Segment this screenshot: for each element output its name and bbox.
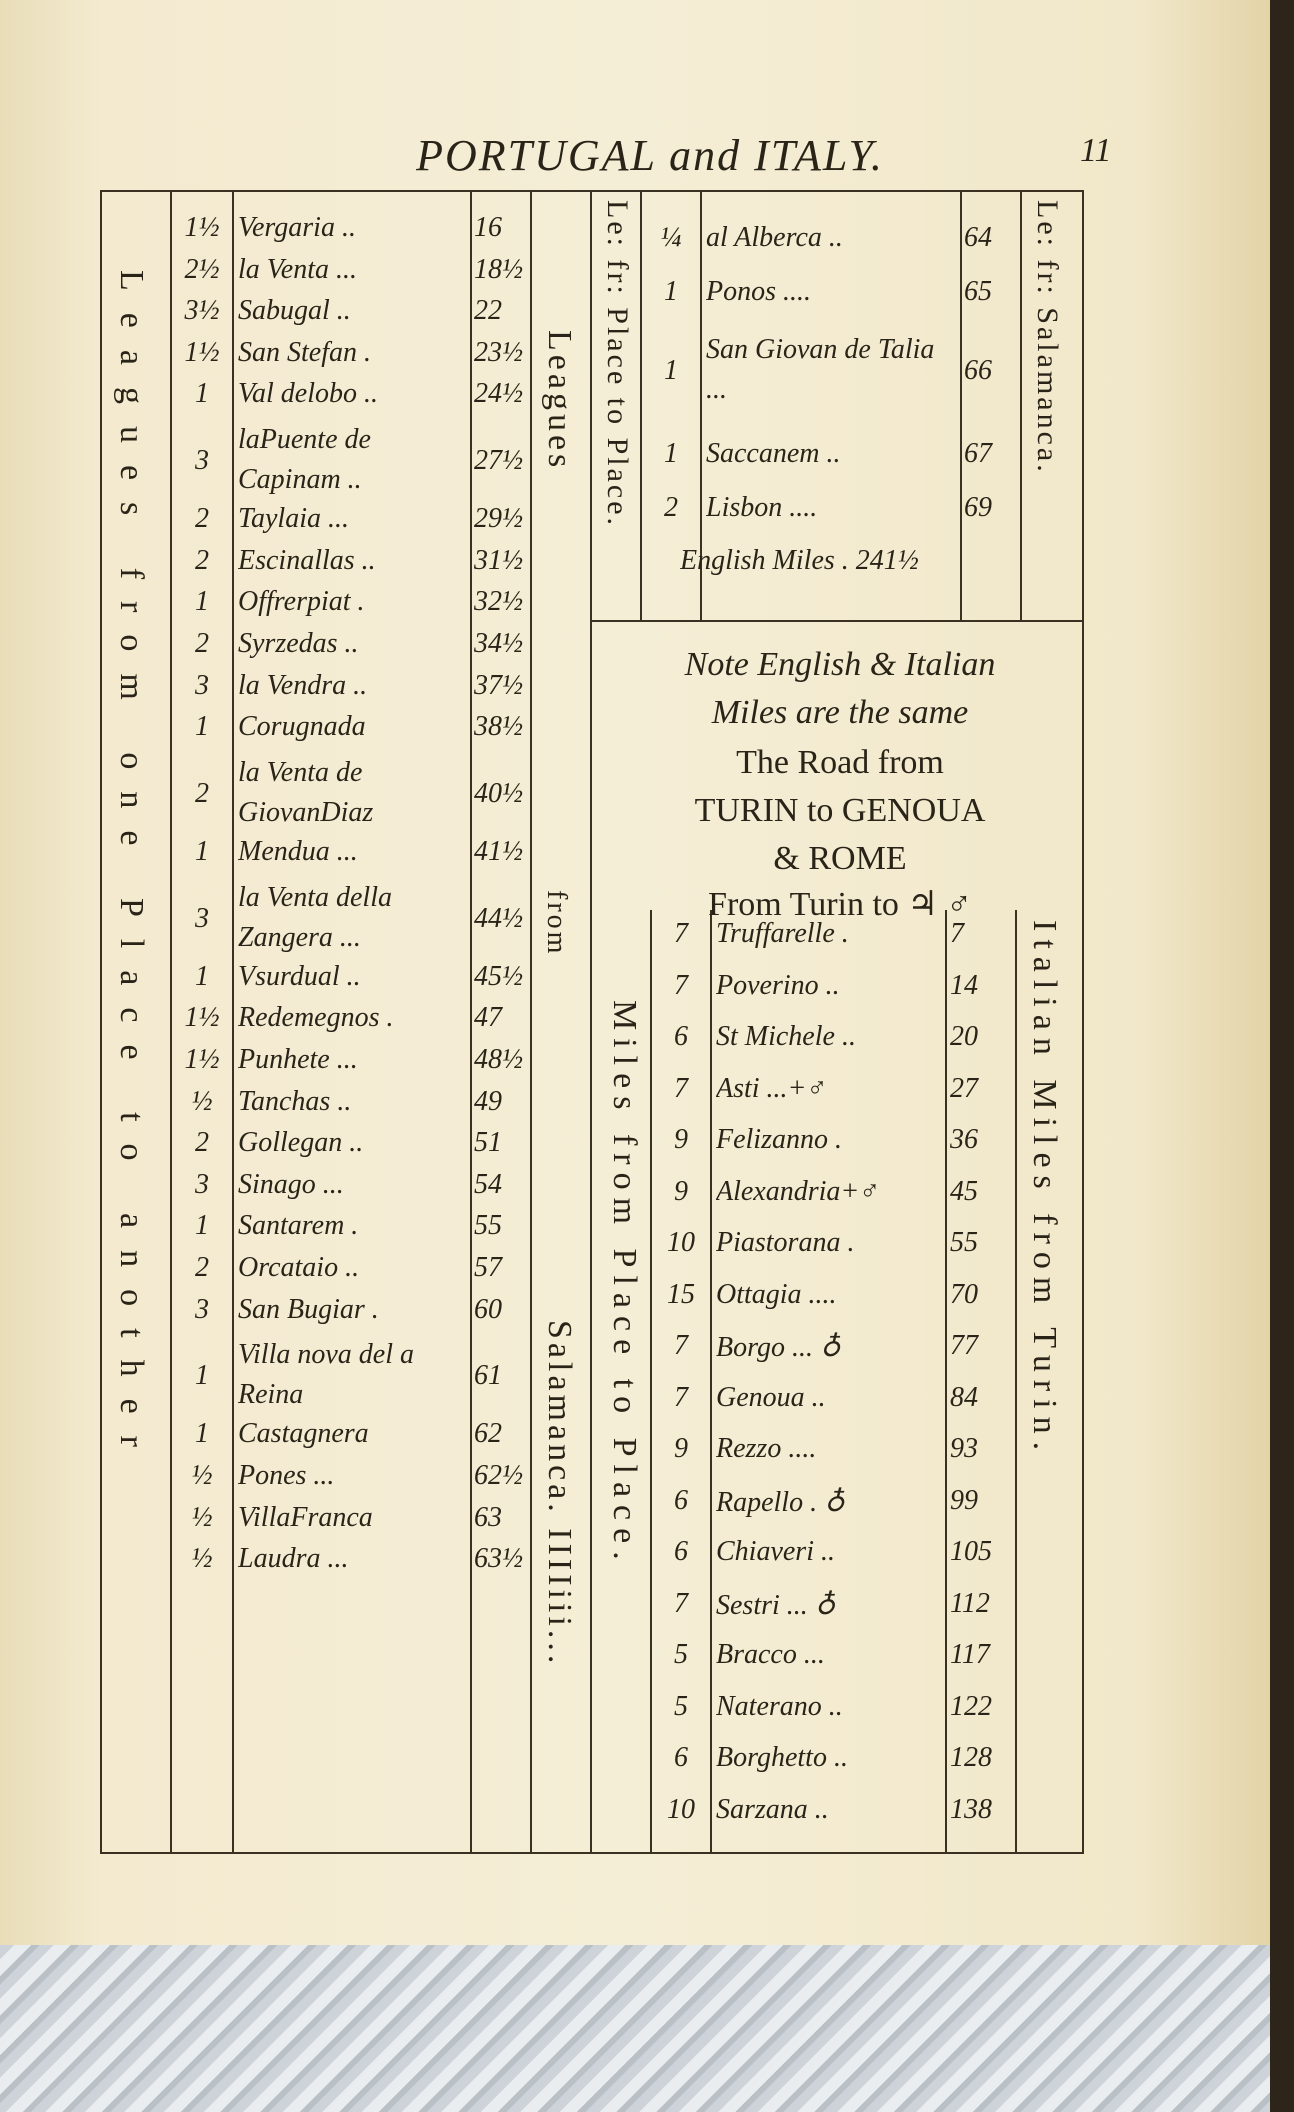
stage-distance: 7 — [674, 1330, 688, 1361]
salamanca-label: Salamanca. IIIIiii... — [541, 1320, 578, 1668]
stage-distance: 6 — [674, 1484, 688, 1516]
cumulative-distance: 34½ — [474, 628, 523, 659]
stage-distance: 1½ — [184, 336, 220, 368]
cumulative-distance: 41½ — [474, 836, 523, 867]
place-name: Punhete ... — [238, 1044, 358, 1075]
cumulative-distance: 62½ — [474, 1460, 523, 1491]
note-line-4: TURIN to GENOUA — [694, 792, 986, 829]
table-row — [172, 628, 530, 668]
place-name: Tanchas .. — [238, 1085, 352, 1117]
stage-distance: ½ — [191, 1501, 213, 1533]
table-row — [642, 438, 1020, 478]
place-name: al Alberca .. — [706, 222, 843, 253]
table-row — [172, 1169, 530, 1209]
stage-distance: 5 — [674, 1639, 688, 1670]
salamanca-total-label: Le: fr: Salamanca. — [1031, 200, 1064, 475]
place-name: la Venta della Zangera ... — [238, 881, 392, 953]
stage-distance: 2 — [195, 503, 209, 535]
table-row — [652, 1485, 1014, 1525]
cumulative-distance: 37½ — [474, 669, 523, 701]
stage-distance: 3 — [195, 1168, 209, 1200]
stage-distance: 7 — [674, 969, 688, 1001]
stage-distance: 9 — [674, 1175, 688, 1207]
page-number: 11 — [1080, 132, 1112, 169]
cumulative-distance: 66 — [964, 355, 992, 386]
table-row — [172, 1044, 530, 1084]
cumulative-distance: 122 — [950, 1690, 992, 1722]
table-row — [652, 1588, 1014, 1628]
cumulative-distance: 112 — [950, 1587, 990, 1619]
stage-distance: 9 — [674, 1433, 688, 1464]
place-name: Bracco ... — [716, 1639, 825, 1670]
cumulative-distance: 48½ — [474, 1044, 523, 1075]
cumulative-distance: 7 — [950, 918, 964, 949]
cumulative-distance: 69 — [964, 492, 992, 523]
english-miles-row — [680, 545, 980, 585]
table-row — [172, 503, 530, 543]
cumulative-distance: 18½ — [474, 253, 523, 285]
stage-distance: 2 — [195, 1127, 209, 1159]
table-row — [172, 1460, 530, 1500]
table-row — [652, 1382, 1014, 1422]
stage-distance: 6 — [674, 1742, 688, 1773]
table-row — [172, 1252, 530, 1292]
bookmark-ribbon — [0, 1945, 1270, 2112]
table-row — [172, 836, 530, 876]
cumulative-distance: 29½ — [474, 503, 523, 535]
place-name: St Michele .. — [716, 1021, 856, 1052]
place-name: Gollegan .. — [238, 1127, 364, 1159]
place-name: Asti ...+♂ — [716, 1072, 828, 1104]
stage-distance: 1½ — [184, 212, 220, 243]
table-row — [642, 276, 1020, 316]
stage-distance: 1 — [195, 378, 209, 410]
table-row — [652, 1794, 1014, 1834]
cumulative-distance: 67 — [964, 438, 992, 469]
stage-distance: 1 — [664, 276, 678, 307]
table-row — [652, 1639, 1014, 1679]
cumulative-distance: 55 — [474, 1210, 502, 1242]
cumulative-distance: 24½ — [474, 378, 523, 410]
table-row — [172, 1543, 530, 1583]
stage-distance: 1 — [195, 1210, 209, 1242]
place-name: la Venta de GiovanDiaz — [238, 756, 374, 828]
cumulative-distance: 62 — [474, 1418, 502, 1450]
stage-distance: 1 — [195, 1360, 209, 1392]
cumulative-distance: 32½ — [474, 586, 523, 618]
stage-distance: 1 — [664, 355, 678, 386]
table-row — [652, 1433, 1014, 1473]
cumulative-distance: 44½ — [474, 902, 523, 934]
italian-miles-label: Italian Miles from Turin. — [1026, 920, 1063, 1459]
table-row — [172, 337, 530, 377]
note-line-5: & ROME — [773, 840, 907, 877]
stage-distance: 2 — [195, 777, 209, 809]
cumulative-distance: 14 — [950, 969, 978, 1001]
stage-distance: 1 — [195, 960, 209, 992]
place-name: Rezzo .... — [716, 1433, 817, 1464]
table-row — [172, 1418, 530, 1458]
cumulative-distance: 27½ — [474, 445, 523, 476]
note-line-1: Note English & Italian — [684, 646, 996, 683]
table-row — [172, 545, 530, 585]
stage-distance: 6 — [674, 1536, 688, 1567]
cumulative-distance: 45½ — [474, 960, 523, 992]
table-row — [652, 1691, 1014, 1731]
place-name: laPuente de Capinam .. — [238, 424, 371, 495]
table-row — [642, 330, 1020, 412]
place-name: Vergaria .. — [238, 212, 356, 243]
stage-distance: 7 — [674, 918, 688, 949]
place-name: Santarem . — [238, 1210, 359, 1242]
place-name: Orcataio .. — [238, 1252, 360, 1283]
stage-distance: 2½ — [184, 253, 220, 285]
cumulative-distance: 99 — [950, 1484, 978, 1516]
stage-distance: 1 — [195, 836, 209, 867]
note-line-3: The Road from — [736, 744, 944, 781]
stage-distance: 2 — [664, 492, 678, 523]
cumulative-distance: 20 — [950, 1021, 978, 1052]
place-name: Mendua ... — [238, 836, 358, 867]
leagues-label: Leagues — [541, 330, 578, 472]
table-row — [652, 1073, 1014, 1113]
cumulative-distance: 57 — [474, 1252, 502, 1283]
table-row — [172, 295, 530, 335]
table-row — [652, 1176, 1014, 1216]
stage-distance: ½ — [191, 1460, 213, 1491]
table-row — [172, 1127, 530, 1167]
stage-distance: 3 — [195, 902, 209, 934]
place-name: Sestri ... ♁ — [716, 1589, 836, 1621]
place-name: Ponos .... — [706, 276, 811, 307]
miles-side-label: Miles from Place to Place. — [606, 1000, 643, 1568]
table-row — [652, 918, 1014, 958]
cumulative-distance: 49 — [474, 1085, 502, 1117]
place-name: la Venta ... — [238, 253, 357, 285]
cumulative-distance: 70 — [950, 1278, 978, 1310]
table-row — [172, 711, 530, 751]
place-name: Ottagia .... — [716, 1278, 837, 1310]
stage-distance: ½ — [191, 1543, 213, 1575]
stage-distance: 3 — [195, 1293, 209, 1325]
place-name: Corugnada — [238, 711, 366, 743]
place-name: Chiaveri .. — [716, 1536, 835, 1567]
place-name: Alexandria+♂ — [716, 1175, 881, 1207]
table-row — [172, 212, 530, 252]
table-row — [652, 1536, 1014, 1576]
place-name: Piastorana . — [716, 1227, 855, 1258]
place-name: Taylaia ... — [238, 503, 349, 535]
place-name: San Giovan de Talia ... — [706, 334, 935, 405]
place-name: Escinallas .. — [238, 544, 376, 576]
cumulative-distance: 93 — [950, 1433, 978, 1464]
cumulative-distance: 22 — [474, 295, 502, 327]
place-name: Genoua .. — [716, 1381, 826, 1413]
place-name: Offrerpiat . — [238, 586, 365, 618]
stage-distance: 10 — [667, 1793, 695, 1825]
place-name: Pones ... — [238, 1460, 335, 1491]
place-name: Val delobo .. — [238, 378, 378, 410]
table-row — [652, 1330, 1014, 1370]
stage-distance: 6 — [674, 1021, 688, 1052]
table-row — [172, 1502, 530, 1542]
page-title: PORTUGAL and ITALY. — [416, 131, 884, 180]
stage-distance: 10 — [667, 1227, 695, 1258]
page-edge — [1270, 0, 1294, 2112]
place-name: Truffarelle . — [716, 918, 849, 949]
stage-distance: 1 — [195, 586, 209, 618]
cumulative-distance: 27 — [950, 1072, 978, 1104]
place-name: Sabugal .. — [238, 295, 351, 327]
stage-distance: 7 — [674, 1381, 688, 1413]
stage-distance: 2 — [195, 544, 209, 576]
stage-distance: 3½ — [184, 295, 220, 327]
rule — [530, 190, 532, 1852]
rule — [1015, 910, 1017, 1852]
cumulative-distance: 31½ — [474, 544, 523, 576]
cumulative-distance: 117 — [950, 1639, 990, 1670]
table-row — [642, 492, 1020, 532]
note-line-6: From Turin to ♃ ♂ — [708, 886, 972, 923]
stage-distance: 7 — [674, 1072, 688, 1104]
stage-distance: ½ — [191, 1085, 213, 1117]
cumulative-distance: 63 — [474, 1501, 502, 1533]
rule — [1020, 190, 1022, 620]
table-row — [172, 878, 530, 960]
table-row — [652, 1124, 1014, 1164]
table-row — [172, 420, 530, 502]
stage-distance: 15 — [667, 1278, 695, 1310]
cumulative-distance: 105 — [950, 1536, 992, 1567]
cumulative-distance: 84 — [950, 1381, 978, 1413]
cumulative-distance: 23½ — [474, 336, 523, 368]
place-name: Naterano .. — [716, 1690, 843, 1722]
table-row — [172, 1086, 530, 1126]
leagues-side-label: Leagues from one Place to another — [113, 270, 150, 1469]
cumulative-distance: 65 — [964, 276, 992, 307]
stage-distance: 3 — [195, 445, 209, 476]
place-name: Sarzana .. — [716, 1793, 829, 1825]
place-name: San Bugiar . — [238, 1293, 379, 1325]
table-row — [172, 753, 530, 835]
table-row — [652, 1227, 1014, 1267]
cumulative-distance: 60 — [474, 1293, 502, 1325]
place-name: Borgo ... ♁ — [716, 1332, 841, 1363]
table-row — [652, 970, 1014, 1010]
stage-distance: ¼ — [660, 222, 682, 253]
cumulative-distance: 61 — [474, 1360, 502, 1392]
table-row — [172, 961, 530, 1001]
stage-distance: 1½ — [184, 1002, 220, 1034]
cumulative-distance: 36 — [950, 1124, 978, 1155]
from-label: from — [541, 890, 572, 957]
table-row — [172, 378, 530, 418]
cumulative-distance: 63½ — [474, 1543, 523, 1575]
table-row — [172, 1294, 530, 1334]
note-line-2: Miles are the same — [711, 694, 969, 731]
english-miles-text: English Miles . 241½ — [680, 545, 919, 576]
cumulative-distance: 55 — [950, 1227, 978, 1258]
table-row — [642, 222, 1020, 262]
cumulative-distance: 38½ — [474, 711, 523, 743]
table-row — [172, 1002, 530, 1042]
cumulative-distance: 77 — [950, 1330, 978, 1361]
stage-distance: 3 — [195, 669, 209, 701]
place-name: Saccanem .. — [706, 438, 841, 469]
cumulative-distance: 128 — [950, 1742, 992, 1773]
table-row — [652, 1021, 1014, 1061]
cumulative-distance: 40½ — [474, 777, 523, 809]
stage-distance: 1 — [664, 438, 678, 469]
rule — [590, 620, 1082, 622]
place-name: Felizanno . — [716, 1124, 842, 1155]
cumulative-distance: 138 — [950, 1793, 992, 1825]
cumulative-distance: 45 — [950, 1175, 978, 1207]
place-name: Syrzedas .. — [238, 628, 359, 659]
stage-distance: 1½ — [184, 1044, 220, 1075]
place-name: la Vendra .. — [238, 669, 368, 701]
stage-distance: 2 — [195, 628, 209, 659]
place-name: Castagnera — [238, 1418, 369, 1450]
place-to-place-label: Le: fr: Place to Place. — [601, 200, 634, 529]
cumulative-distance: 54 — [474, 1168, 502, 1200]
stage-distance: 5 — [674, 1690, 688, 1722]
table-row — [652, 1742, 1014, 1782]
stage-distance: 9 — [674, 1124, 688, 1155]
table-row — [652, 1279, 1014, 1319]
cumulative-distance: 64 — [964, 222, 992, 253]
stage-distance: 1 — [195, 711, 209, 743]
table-row — [172, 1335, 530, 1417]
place-name: Rapello . ♁ — [716, 1486, 845, 1518]
stage-distance: 1 — [195, 1418, 209, 1450]
place-name: VillaFranca — [238, 1501, 373, 1533]
cumulative-distance: 51 — [474, 1127, 502, 1159]
cumulative-distance: 47 — [474, 1002, 502, 1034]
cumulative-distance: 16 — [474, 212, 502, 243]
place-name: San Stefan . — [238, 336, 371, 368]
place-name: Borghetto .. — [716, 1742, 848, 1773]
stage-distance: 7 — [674, 1587, 688, 1619]
place-name: Villa nova del a Reina — [238, 1339, 414, 1411]
table-row — [172, 1210, 530, 1250]
table-row — [172, 670, 530, 710]
table-row — [172, 254, 530, 294]
place-name: Laudra ... — [238, 1543, 349, 1575]
table-row — [172, 586, 530, 626]
place-name: Vsurdual .. — [238, 960, 361, 992]
rule — [590, 190, 592, 1852]
place-name: Poverino .. — [716, 969, 840, 1001]
stage-distance: 2 — [195, 1252, 209, 1283]
place-name: Redemegnos . — [238, 1002, 394, 1034]
place-name: Sinago ... — [238, 1168, 344, 1200]
place-name: Lisbon .... — [706, 492, 818, 523]
